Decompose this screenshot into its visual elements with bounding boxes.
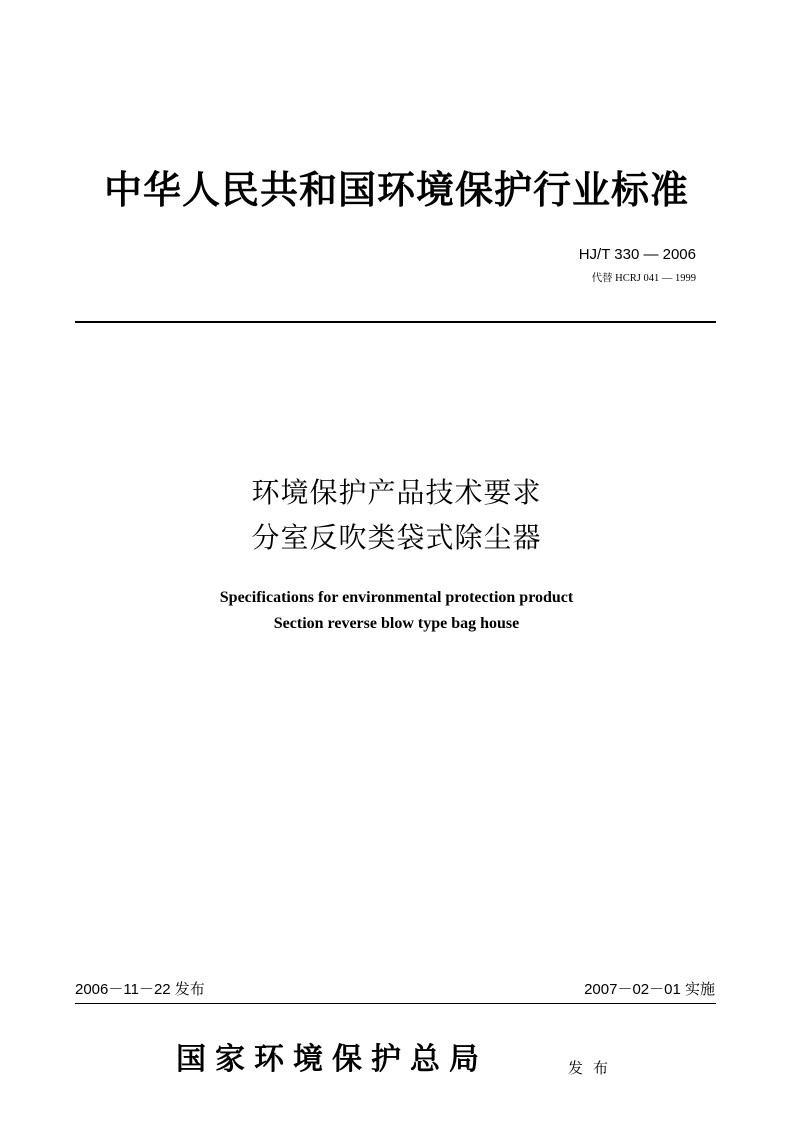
top-divider xyxy=(75,321,716,323)
issue-date: 2006－11－22 发布 xyxy=(75,981,205,998)
standard-number: HJ/T 330 — 2006 xyxy=(578,246,696,263)
english-title-line-2: Section reverse blow type bag house xyxy=(273,615,520,632)
chinese-title-line-2: 分室反吹类袋式除尘器 xyxy=(251,521,542,554)
publish-label: 发布 xyxy=(568,1059,619,1077)
publisher-name: 国家环境保护总局 xyxy=(176,1042,488,1077)
chinese-title-line-1: 环境保护产品技术要求 xyxy=(251,476,542,509)
document-category-title: 中华人民共和国环境保护行业标准 xyxy=(103,167,689,212)
english-title-line-1: Specifications for environmental protection product xyxy=(219,589,574,606)
effective-date: 2007－02－01 实施 xyxy=(584,981,715,998)
bottom-divider xyxy=(75,1003,716,1004)
replaces-standard: 代替 HCRJ 041 — 1999 xyxy=(591,273,696,284)
